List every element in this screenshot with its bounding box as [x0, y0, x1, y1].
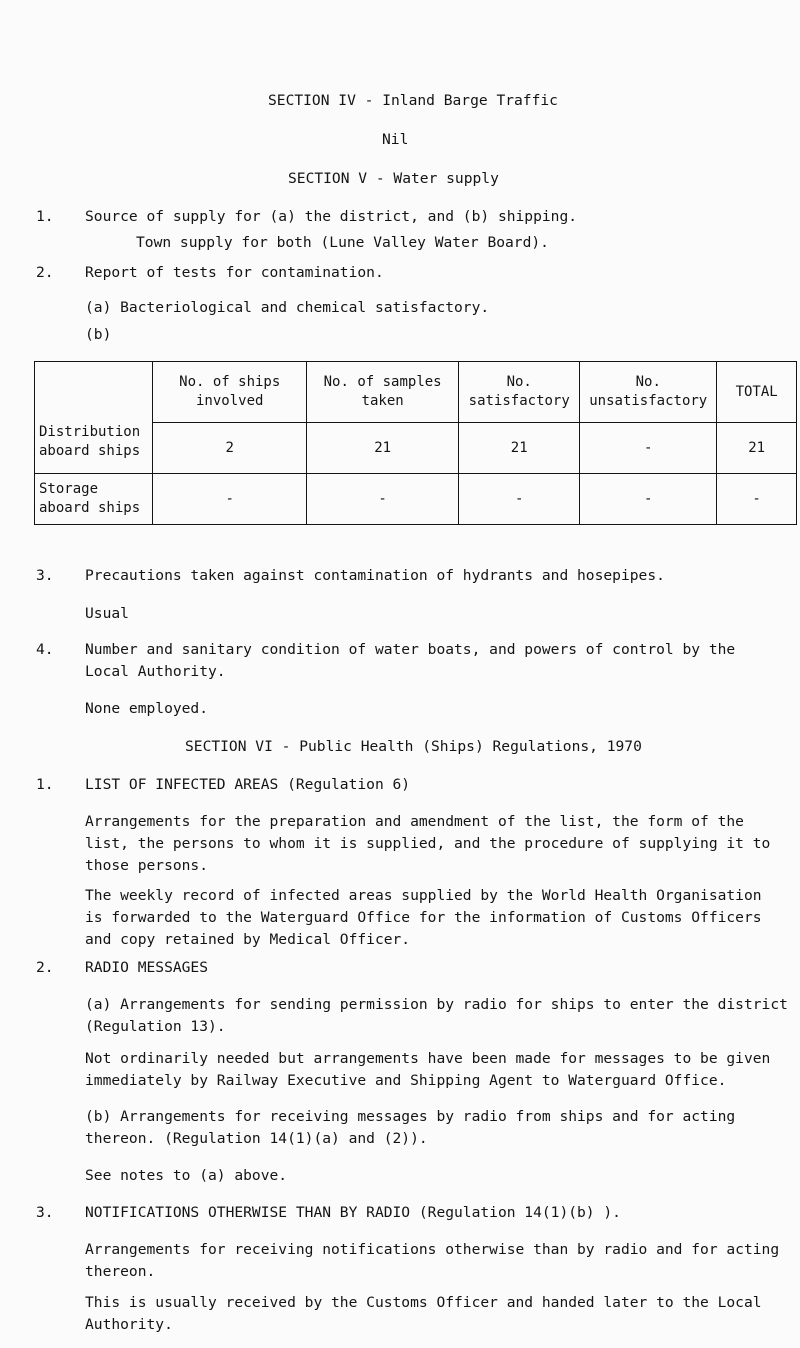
- column-header: No. satisfactory: [459, 362, 580, 423]
- column-header: No. unsatisfactory: [580, 362, 717, 423]
- answer-text: None employed.: [85, 700, 209, 717]
- answer-text: Usual: [85, 605, 129, 622]
- paragraph: Not ordinarily needed but arrangements have been made for messages to be given immediately by Railway Executive and Shipping Agent to Waterguard Office.: [85, 1050, 771, 1089]
- question-text: Number and sanitary condition of water boats, and powers of control by the: [85, 641, 736, 658]
- item-number: 1.: [36, 208, 54, 225]
- table-cell: -: [153, 474, 307, 525]
- item-number: 2.: [36, 959, 54, 976]
- section-vi-heading: SECTION VI - Public Health (Ships) Regulations, 1970: [185, 738, 642, 755]
- table-header-row: [35, 362, 797, 423]
- paragraph: See notes to (a) above.: [85, 1167, 288, 1184]
- test-result-a: (a) Bacteriological and chemical satisfactory.: [85, 299, 490, 316]
- item-number: 2.: [36, 264, 54, 281]
- row-label: Storage aboard ships: [35, 474, 153, 525]
- question-text: Source of supply for (a) the district, and (b) shipping.: [85, 208, 578, 225]
- section-iv-body: Nil: [382, 131, 409, 148]
- paragraph: This is usually received by the Customs Officer and handed later to the Local Authority.: [85, 1294, 762, 1333]
- table-cell: -: [459, 474, 580, 525]
- table-cell: -: [580, 474, 717, 525]
- item-number: 3.: [36, 567, 54, 584]
- item-title: RADIO MESSAGES: [85, 959, 209, 976]
- table-cell: 21: [307, 423, 459, 474]
- item-title: LIST OF INFECTED AREAS (Regulation 6): [85, 776, 411, 793]
- table-cell: -: [717, 474, 797, 525]
- table-cell: 21: [459, 423, 580, 474]
- column-header: No. of ships involved: [153, 362, 307, 423]
- question-text: Precautions taken against contamination of hydrants and hosepipes.: [85, 567, 665, 584]
- section-v-heading: SECTION V - Water supply: [288, 170, 499, 187]
- question-text-continued: Local Authority.: [85, 663, 226, 680]
- section-iv-heading: SECTION IV - Inland Barge Traffic: [268, 92, 558, 109]
- table-cell: -: [580, 423, 717, 474]
- question-text: Report of tests for contamination.: [85, 264, 384, 281]
- paragraph: Arrangements for receiving notifications otherwise than by radio and for acting thereon.: [85, 1241, 780, 1280]
- item-number: 4.: [36, 641, 54, 658]
- paragraph: Arrangements for the preparation and amendment of the list, the form of the list, the persons to whom it is supplied, and the procedure of supplying it to those persons.: [85, 813, 771, 874]
- table-cell: 21: [717, 423, 797, 474]
- table-corner-cell: [35, 362, 153, 423]
- item-number: 1.: [36, 776, 54, 793]
- row-label: Distribution aboard ships: [35, 423, 153, 474]
- paragraph: The weekly record of infected areas supplied by the World Health Organisation is forwarded to the Waterguard Office for the information of Customs Officers and copy retained by Medical Officer.: [85, 887, 762, 948]
- table-row: [35, 474, 797, 525]
- table-cell: 2: [153, 423, 307, 474]
- answer-text: Town supply for both (Lune Valley Water Board).: [136, 234, 549, 251]
- column-header: No. of samples taken: [307, 362, 459, 423]
- item-title: NOTIFICATIONS OTHERWISE THAN BY RADIO (Regulation 14(1)(b) ).: [85, 1204, 621, 1221]
- table-cell: -: [307, 474, 459, 525]
- test-result-b: (b): [85, 326, 112, 343]
- column-header: TOTAL: [717, 362, 797, 423]
- table-row: [35, 423, 797, 474]
- paragraph: (b) Arrangements for receiving messages by radio from ships and for acting thereon. (Regulation 14(1)(a) and (2)).: [85, 1108, 736, 1147]
- item-number: 3.: [36, 1204, 54, 1221]
- water-samples-table: [34, 361, 797, 525]
- paragraph: (a) Arrangements for sending permission by radio for ships to enter the district (Regulation 13).: [85, 996, 788, 1035]
